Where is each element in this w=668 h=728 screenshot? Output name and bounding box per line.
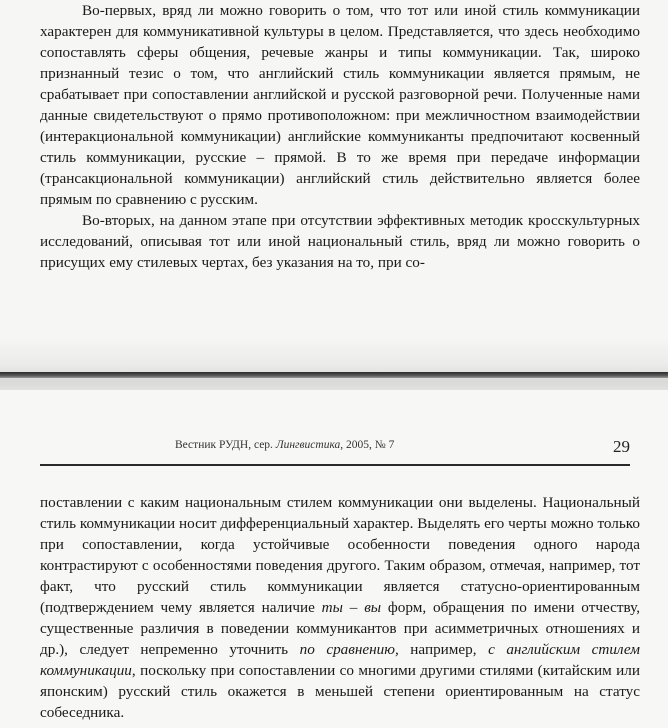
header-rule	[40, 464, 630, 466]
text-run: например,	[398, 641, 489, 658]
running-header	[40, 437, 630, 459]
page-edge-line	[0, 372, 668, 378]
journal-suffix: , 2005, № 7	[340, 439, 395, 451]
upper-text-block	[40, 0, 640, 273]
italic-run: с английским стилем коммуникации	[40, 641, 640, 679]
paragraph-first: Во-первых, вряд ли можно говорить о том, что тот или иной стиль коммуникации характерен для коммуникативной культуры в целом. Представляется, что здесь необходимо сопоставлять сферы общения, речевые жанры и типы коммуникации. Так, широко признанный тезис о том, что английский стиль коммуникации является прямым, не срабатывает при сопоставлении английской и русской разговорной речи. Полученные нами данные свидетельствуют о прямо противоположном: при межличностном взаимодействии (интеракциональной коммуникации) английские коммуниканты предпочитают косвенный стиль коммуникации, русские – прямой. В то же время при передаче информации (трансакциональной коммуникации) английский стиль действительно является более прямым по сравнению с русским.	[40, 2, 640, 208]
paragraph-second: Во-вторых, на данном этапе при отсутствии эффективных методик кросскультурных исследований, описывая тот или иной национальный стиль, вряд ли можно говорить о присущих ему стилевых чертах, без указания на то, при со-	[40, 212, 640, 271]
page-number: 29	[613, 437, 630, 456]
italic-run: по сравнению,	[299, 641, 399, 658]
lower-text-block	[40, 492, 640, 723]
journal-prefix: Вестник РУДН, сер.	[175, 439, 276, 451]
journal-series: Лингвистика	[275, 439, 341, 451]
text-run: поставлении с каким национальным стилем коммуникации они выделены. Национальный стиль коммуникации носит дифференциальный характер. Выделять его черты можно только при сопоставлении, когда устойчивые особенности поведения одного народа контрастируют с особенностями поведения другого. Таким образом, отмечая, например, тот факт, что русский стиль коммуникации является статусно-ориентированным (подтверждением чему является наличие	[40, 494, 640, 616]
paragraph-continued	[40, 492, 640, 723]
italic-run: ты – вы	[321, 599, 382, 616]
text-run: форм, обращения по имени отчеству, существенные различия в поведении коммуникантов при асимметричных отношениях и др.), следует непременно уточнить	[40, 599, 640, 658]
journal-title	[175, 439, 394, 451]
text-run: , поскольку при сопоставлении со многими другими стилями (китайским или японским) русский стиль окажется в меньшей степени ориентированным на статус собеседника.	[40, 662, 640, 721]
